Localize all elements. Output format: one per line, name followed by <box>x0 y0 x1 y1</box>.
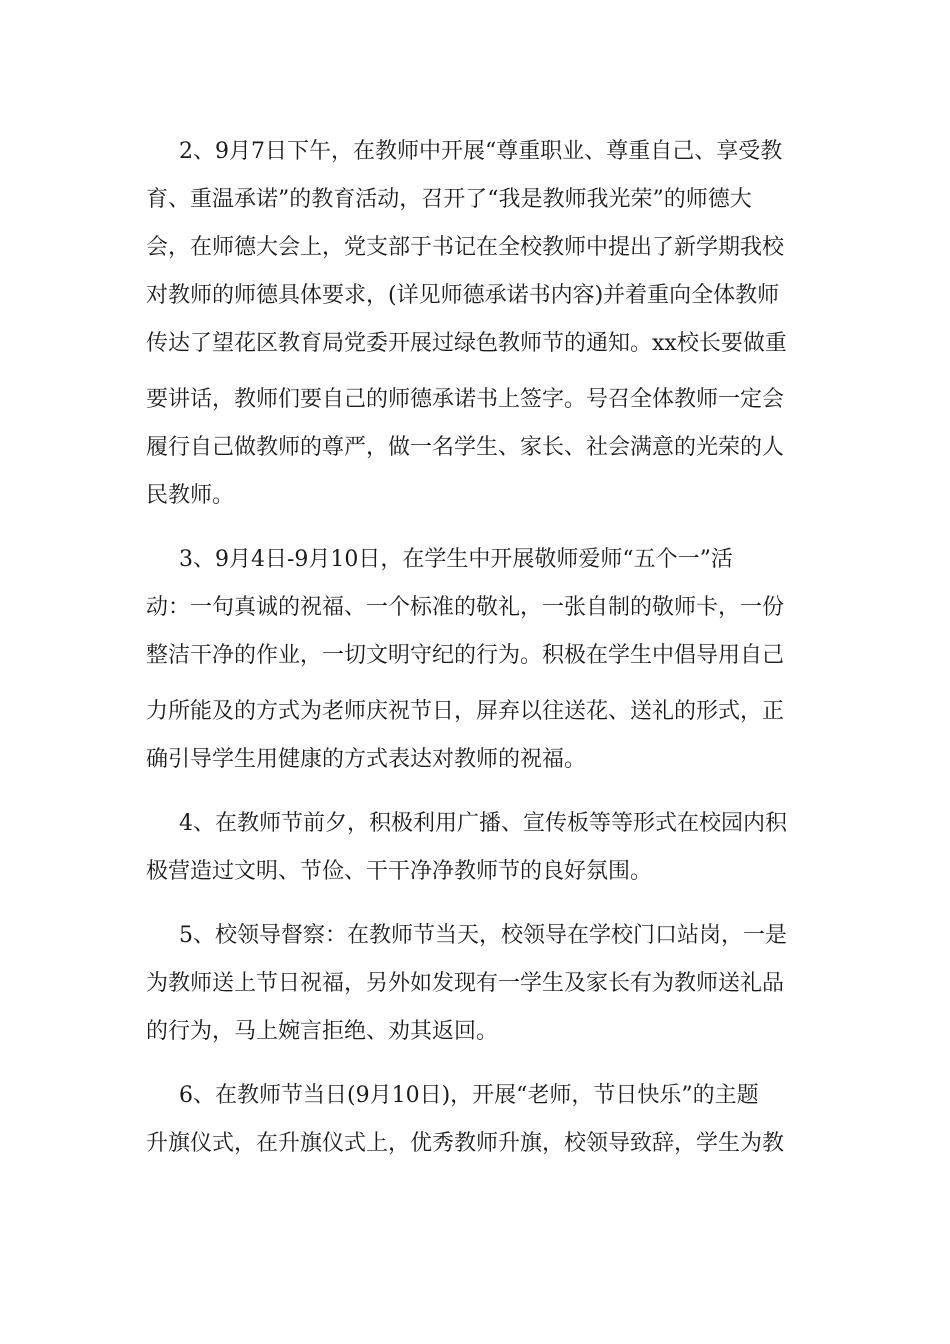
paragraph-5-line-3: 的行为，马上婉言拒绝、劝其返回。 <box>146 1019 499 1044</box>
paragraph-6-line-2: 升旗仪式，在升旗仪式上，优秀教师升旗，校领导致辞，学生为教 <box>146 1131 785 1156</box>
paragraph-2-line-5: 传达了望花区教育局党委开展过绿色教师节的通知。xx校长要做重 <box>146 331 787 356</box>
paragraph-4-line-1: 4、在教师节前夕，积极利用广播、宣传板等等形式在校园内积 <box>179 811 787 836</box>
paragraph-2-line-6: 要讲话，教师们要自己的师德承诺书上签字。号召全体教师一定会 <box>146 387 785 412</box>
paragraph-4-line-2: 极营造过文明、节俭、干干净净教师节的良好氛围。 <box>146 859 653 884</box>
paragraph-3-line-1: 3、9月4日-9月10日，在学生中开展敬师爱师“五个一”活 <box>179 547 733 572</box>
paragraph-2-line-2: 育、重温承诺”的教育活动，召开了“我是教师我光荣”的师德大 <box>146 187 752 212</box>
paragraph-2-line-1: 2、9月7日下午，在教师中开展“尊重职业、尊重自己、享受教 <box>179 139 783 164</box>
paragraph-2-line-7: 履行自己做教师的尊严，做一名学生、家长、社会满意的光荣的人 <box>146 435 785 460</box>
paragraph-5-line-2: 为教师送上节日祝福，另外如发现有一学生及家长有为教师送礼品 <box>146 971 785 996</box>
paragraph-3-line-2: 动：一句真诚的祝福、一个标准的敬礼，一张自制的敬师卡，一份 <box>146 595 785 620</box>
paragraph-3-line-5: 确引导学生用健康的方式表达对教师的祝福。 <box>146 747 587 772</box>
paragraph-2-line-4: 对教师的师德具体要求，(详见师德承诺书内容)并着重向全体教师 <box>146 283 780 308</box>
paragraph-5-line-1: 5、校领导督察：在教师节当天，校领导在学校门口站岗，一是 <box>179 923 787 948</box>
paragraph-2-line-3: 会，在师德大会上，党支部于书记在全校教师中提出了新学期我校 <box>146 235 785 260</box>
paragraph-3-line-3: 整洁干净的作业，一切文明守纪的行为。积极在学生中倡导用自己 <box>146 643 785 668</box>
paragraph-6-line-1: 6、在教师节当日(9月10日)，开展“老师，节日快乐”的主题 <box>179 1083 759 1108</box>
paragraph-2-line-8: 民教师。 <box>146 483 235 508</box>
paragraph-3-line-4: 力所能及的方式为老师庆祝节日，屏弃以往送花、送礼的形式，正 <box>146 699 785 724</box>
